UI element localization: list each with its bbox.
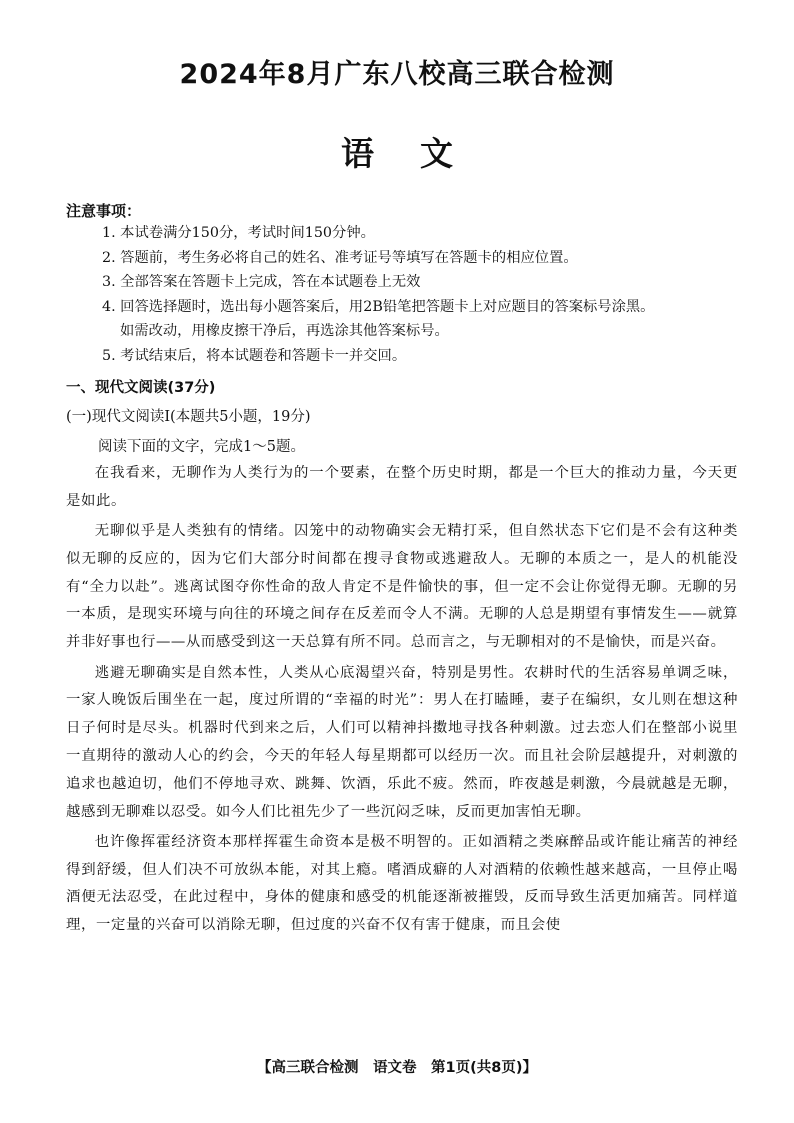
page-footer: 【高三联合检测 语文卷 第1页(共8页)】 (257, 1060, 537, 1076)
exam-title: 2024年8月广东八校高三联合检测 (179, 59, 615, 90)
subject-title: 语文 (341, 134, 499, 173)
notice-item: 1. 本试卷满分150分，考试时间150分钟。 (102, 225, 375, 241)
reading-passage (66, 460, 738, 943)
section-title: 一、现代文阅读(37分) (66, 380, 216, 396)
notice-item: 4. 回答选择题时，选出每小题答案后，用2B铅笔把答题卡上对应题目的答案标号涂黑。 (102, 298, 655, 315)
notice-item: 3. 全部答案在答题卡上完成，答在本试题卷上无效 (102, 274, 421, 290)
subsection-title: (一)现代文阅读Ⅰ(本题共5小题，19分) (66, 409, 311, 425)
notice-item: 5. 考试结束后，将本试题卷和答题卡一并交回。 (102, 347, 407, 364)
notice-item-continuation: 如需改动，用橡皮擦干净后，再选涂其他答案标号。 (120, 323, 449, 339)
passage-paragraph: 也许像挥霍经济资本那样挥霍生命资本是极不明智的。正如酒精之类麻醉品或许能让痛苦的神经得到舒缓，但人们决不可放纵本能，对其上瘾。嗜酒成癖的人对酒精的依赖性越来越高，一旦停止喝酒便无法忍受，在此过程中，身体的健康和感受的机能逐渐被摧毁，反而导致生活更加痛苦。同样道理，一定量的兴奋可以消除无聊，但过度的兴奋不仅有害于健康，而且会使 (66, 833, 738, 934)
passage-paragraph: 在我看来，无聊作为人类行为的一个要素，在整个历史时期，都是一个巨大的推动力量，今天更是如此。 (66, 465, 738, 509)
reading-instruction: 阅读下面的文字，完成1～5题。 (98, 439, 305, 455)
passage-paragraph: 无聊似乎是人类独有的情绪。囚笼中的动物确实会无精打采，但自然状态下它们是不会有这种类似无聊的反应的，因为它们大部分时间都在搜寻食物或逃避敌人。无聊的本质之一，是人的机能没有“全力以赴”。逃离试图夺你性命的敌人肯定不是件愉快的事，但一定不会让你觉得无聊。无聊的另一本质，是现实环境与向往的环境之间存在反差而令人不满。无聊的人总是期望有事情发生——就算并非好事也行——从而感受到这一天总算有所不同。总而言之，与无聊相对的不是愉快，而是兴奋。 (66, 523, 738, 651)
notice-item: 2. 答题前，考生务必将自己的姓名、准考证号等填写在答题卡的相应位置。 (102, 249, 578, 266)
passage-paragraph: 逃避无聊确实是自然本性，人类从心底渴望兴奋，特别是男性。农耕时代的生活容易单调乏味，一家人晚饭后围坐在一起，度过所谓的“幸福的时光”：男人在打瞌睡，妻子在编织，女儿则在想这种日子何时是尽头。机器时代到来之后，人们可以精神抖擞地寻找各种刺激。过去恋人们在整部小说里一直期待的激动人心的约会，今天的年轻人每星期都可以经历一次。而且社会阶层越提升，对刺激的追求也越迫切，他们不停地寻欢、跳舞、饮酒，乐此不疲。然而，昨夜越是刺激，今晨就越是无聊，越感到无聊难以忍受。如今人们比祖先少了一些沉闷乏味，反而更加害怕无聊。 (66, 664, 738, 820)
notice-heading: 注意事项： (66, 202, 142, 220)
notice-list (102, 221, 762, 368)
